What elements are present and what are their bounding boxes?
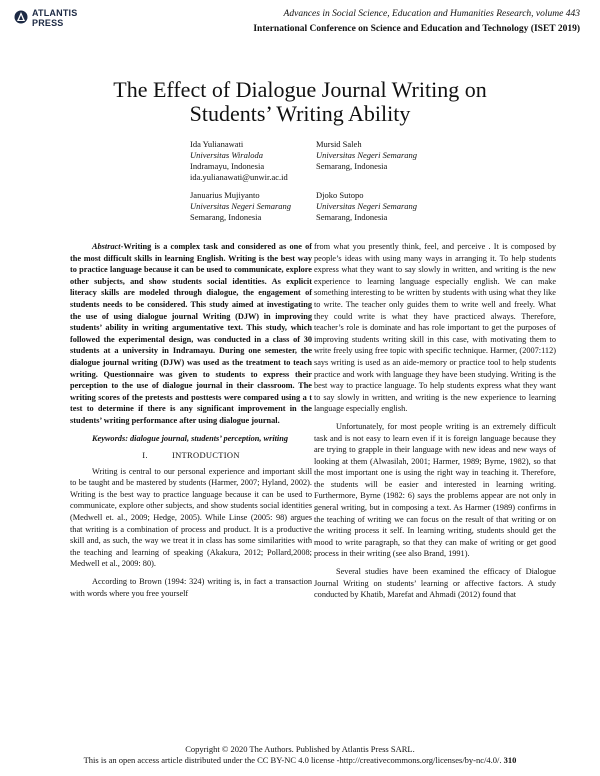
author-name: Ida Yulianawati bbox=[190, 139, 244, 149]
author-block bbox=[316, 139, 466, 172]
keywords: Keywords: dialogue journal, students’ perception, writing bbox=[92, 433, 288, 443]
logo-line1: ATLANTIS bbox=[32, 8, 78, 18]
author-location: Semarang, Indonesia bbox=[316, 161, 388, 171]
author-affiliation: Universitas Negeri Semarang bbox=[190, 201, 292, 211]
atlantis-press-logo-icon bbox=[14, 10, 28, 24]
author-affiliation: Universitas Negeri Semarang bbox=[316, 201, 418, 211]
body-paragraph: from what you presently think, feel, and perceive . It is composed by people’s ideas with using many ways in arranging it. To help students express what they want to say slowly in written, and writing is the new experience to learning language especially english. We can make something interesting to be written by students with using what they like to write. The teacher only guides them to write well and freely. What they could write is what they have practiced always. Therefore, teacher’s role is dominate and has role important to get the purposes of improving students writing skill in this case, with motivating them to write freely using free topic with specific technique. Harmer, (2007:112) says writing is used as an aide-memory or practice tool to help students practice and work with language they have been studying. Writing is the best way to practice language. To help students express what they want to say slowly in written, and writing is the new experience to learning language especially english. bbox=[314, 242, 556, 414]
journal-name: Advances in Social Science, Education and Humanities Research, volume 443 bbox=[283, 9, 580, 19]
body-paragraph: Writing is central to our personal experience and important skill to be taught and be mastered by students (Harmer, 2007; Hyland, 2002). Writing is the best way to practice language because it can be used to communicate, explore other subjects, and show students social identities (Medwell et. al., 2009; Hedge, 2005). While Linse (2005: 98) argues that writing is a combination of process and product. It is a productive skill and, as such, the way we treat it in class has some similarities with the teaching and learning of speaking (Akakura, 2012; Pollard,2008; Medwell et al., 2009: 80). bbox=[70, 466, 312, 569]
abstract-label: Abstract bbox=[92, 242, 121, 251]
author-location: Semarang, Indonesia bbox=[190, 212, 262, 222]
author-location: Semarang, Indonesia bbox=[316, 212, 388, 222]
abstract bbox=[70, 241, 312, 427]
abstract-text: -Writing is a complex task and considered as one of the most difficult skills in learning English. Writing is the best way to practice language because it can be used to communicate, explore other subjects, and show students social identities. As explicit literacy skills are modeled through dialogue, the engagement of students needs to be considered. This study aimed at investigating the use of using dialogue journal Writing (DJW) in improving students’ ability in writing argumentative text. This study, which followed the experimental design, was conducted in a class of 30 students at a university in Indramayu. During one semester, the dialogue journal writing (DJW) was used as the treatment to teach writing. Questionnaire was given to students to express their perception to the use of dialogue journal in their classroom. The writing scores of the pretests and posttests were compared using a t test to determine if there is any significant improvement in the students’ writing performance after using dialogue journal. bbox=[70, 242, 312, 425]
title-line-1: The Effect of Dialogue Journal Writing on bbox=[113, 77, 487, 102]
body-paragraph: Unfortunately, for most people writing is an extremely difficult task and is not easy to learn even if it is foreign language because they are trying to grapple in their language with new ideas and new ways of looking at them (Alwasilah, 2001; Harmer, 1989; Byrne, 1982), so that the most important one is using the right way in teaching it. Therefore, the students will be easier and interested in learning writing. Furthermore, Byrne (1982: 6) says the problems appear are not only in general writing, but in composing a text. As Harmer (1989) confirms in the teaching of writing we can focus on the result of that writing or on the writing process it self. In learning writing, students should get the mood to write paragraph, so that they can make of writing or get good process in their writing (see also Brand, 1991). bbox=[314, 421, 556, 559]
left-column bbox=[70, 241, 312, 599]
body-paragraph: According to Brown (1994: 324) writing is, in fact a transaction with words where you free yourself bbox=[70, 577, 312, 598]
author-block bbox=[316, 190, 466, 223]
author-name: Djoko Sutopo bbox=[316, 190, 364, 200]
conference-name: International Conference on Science and Education and Technology (ISET 2019) bbox=[253, 24, 580, 34]
copyright-line: Copyright © 2020 The Authors. Published by Atlantis Press SARL. bbox=[185, 744, 415, 754]
body-paragraph: Several studies have been examined the efficacy of Dialogue Journal Writing on students’ learning or affective factors. A study conducted by Khatib, Marefat and Ahmadi (2012) found that bbox=[314, 567, 556, 600]
author-name: Januarius Mujiyanto bbox=[190, 190, 260, 200]
publisher-logo bbox=[14, 8, 88, 34]
author-name: Mursid Saleh bbox=[316, 139, 362, 149]
license-line bbox=[0, 755, 600, 765]
right-column bbox=[314, 241, 556, 601]
title-line-2: Students’ Writing Ability bbox=[189, 101, 411, 126]
page-number: 310 bbox=[503, 755, 517, 765]
paper-title bbox=[40, 78, 560, 126]
author-email: ida.yulianawati@unwir.ac.id bbox=[190, 172, 288, 182]
author-location: Indramayu, Indonesia bbox=[190, 161, 265, 171]
section-heading-introduction: I. INTRODUCTION bbox=[142, 450, 240, 461]
author-affiliation: Universitas Wiraloda bbox=[190, 150, 263, 160]
author-affiliation: Universitas Negeri Semarang bbox=[316, 150, 418, 160]
license-text: This is an open access article distributed under the CC BY-NC 4.0 license -http://creativecommons.org/licenses/by-nc/4.0/. bbox=[83, 755, 502, 765]
logo-text bbox=[32, 8, 77, 28]
logo-line2: PRESS bbox=[32, 18, 64, 28]
